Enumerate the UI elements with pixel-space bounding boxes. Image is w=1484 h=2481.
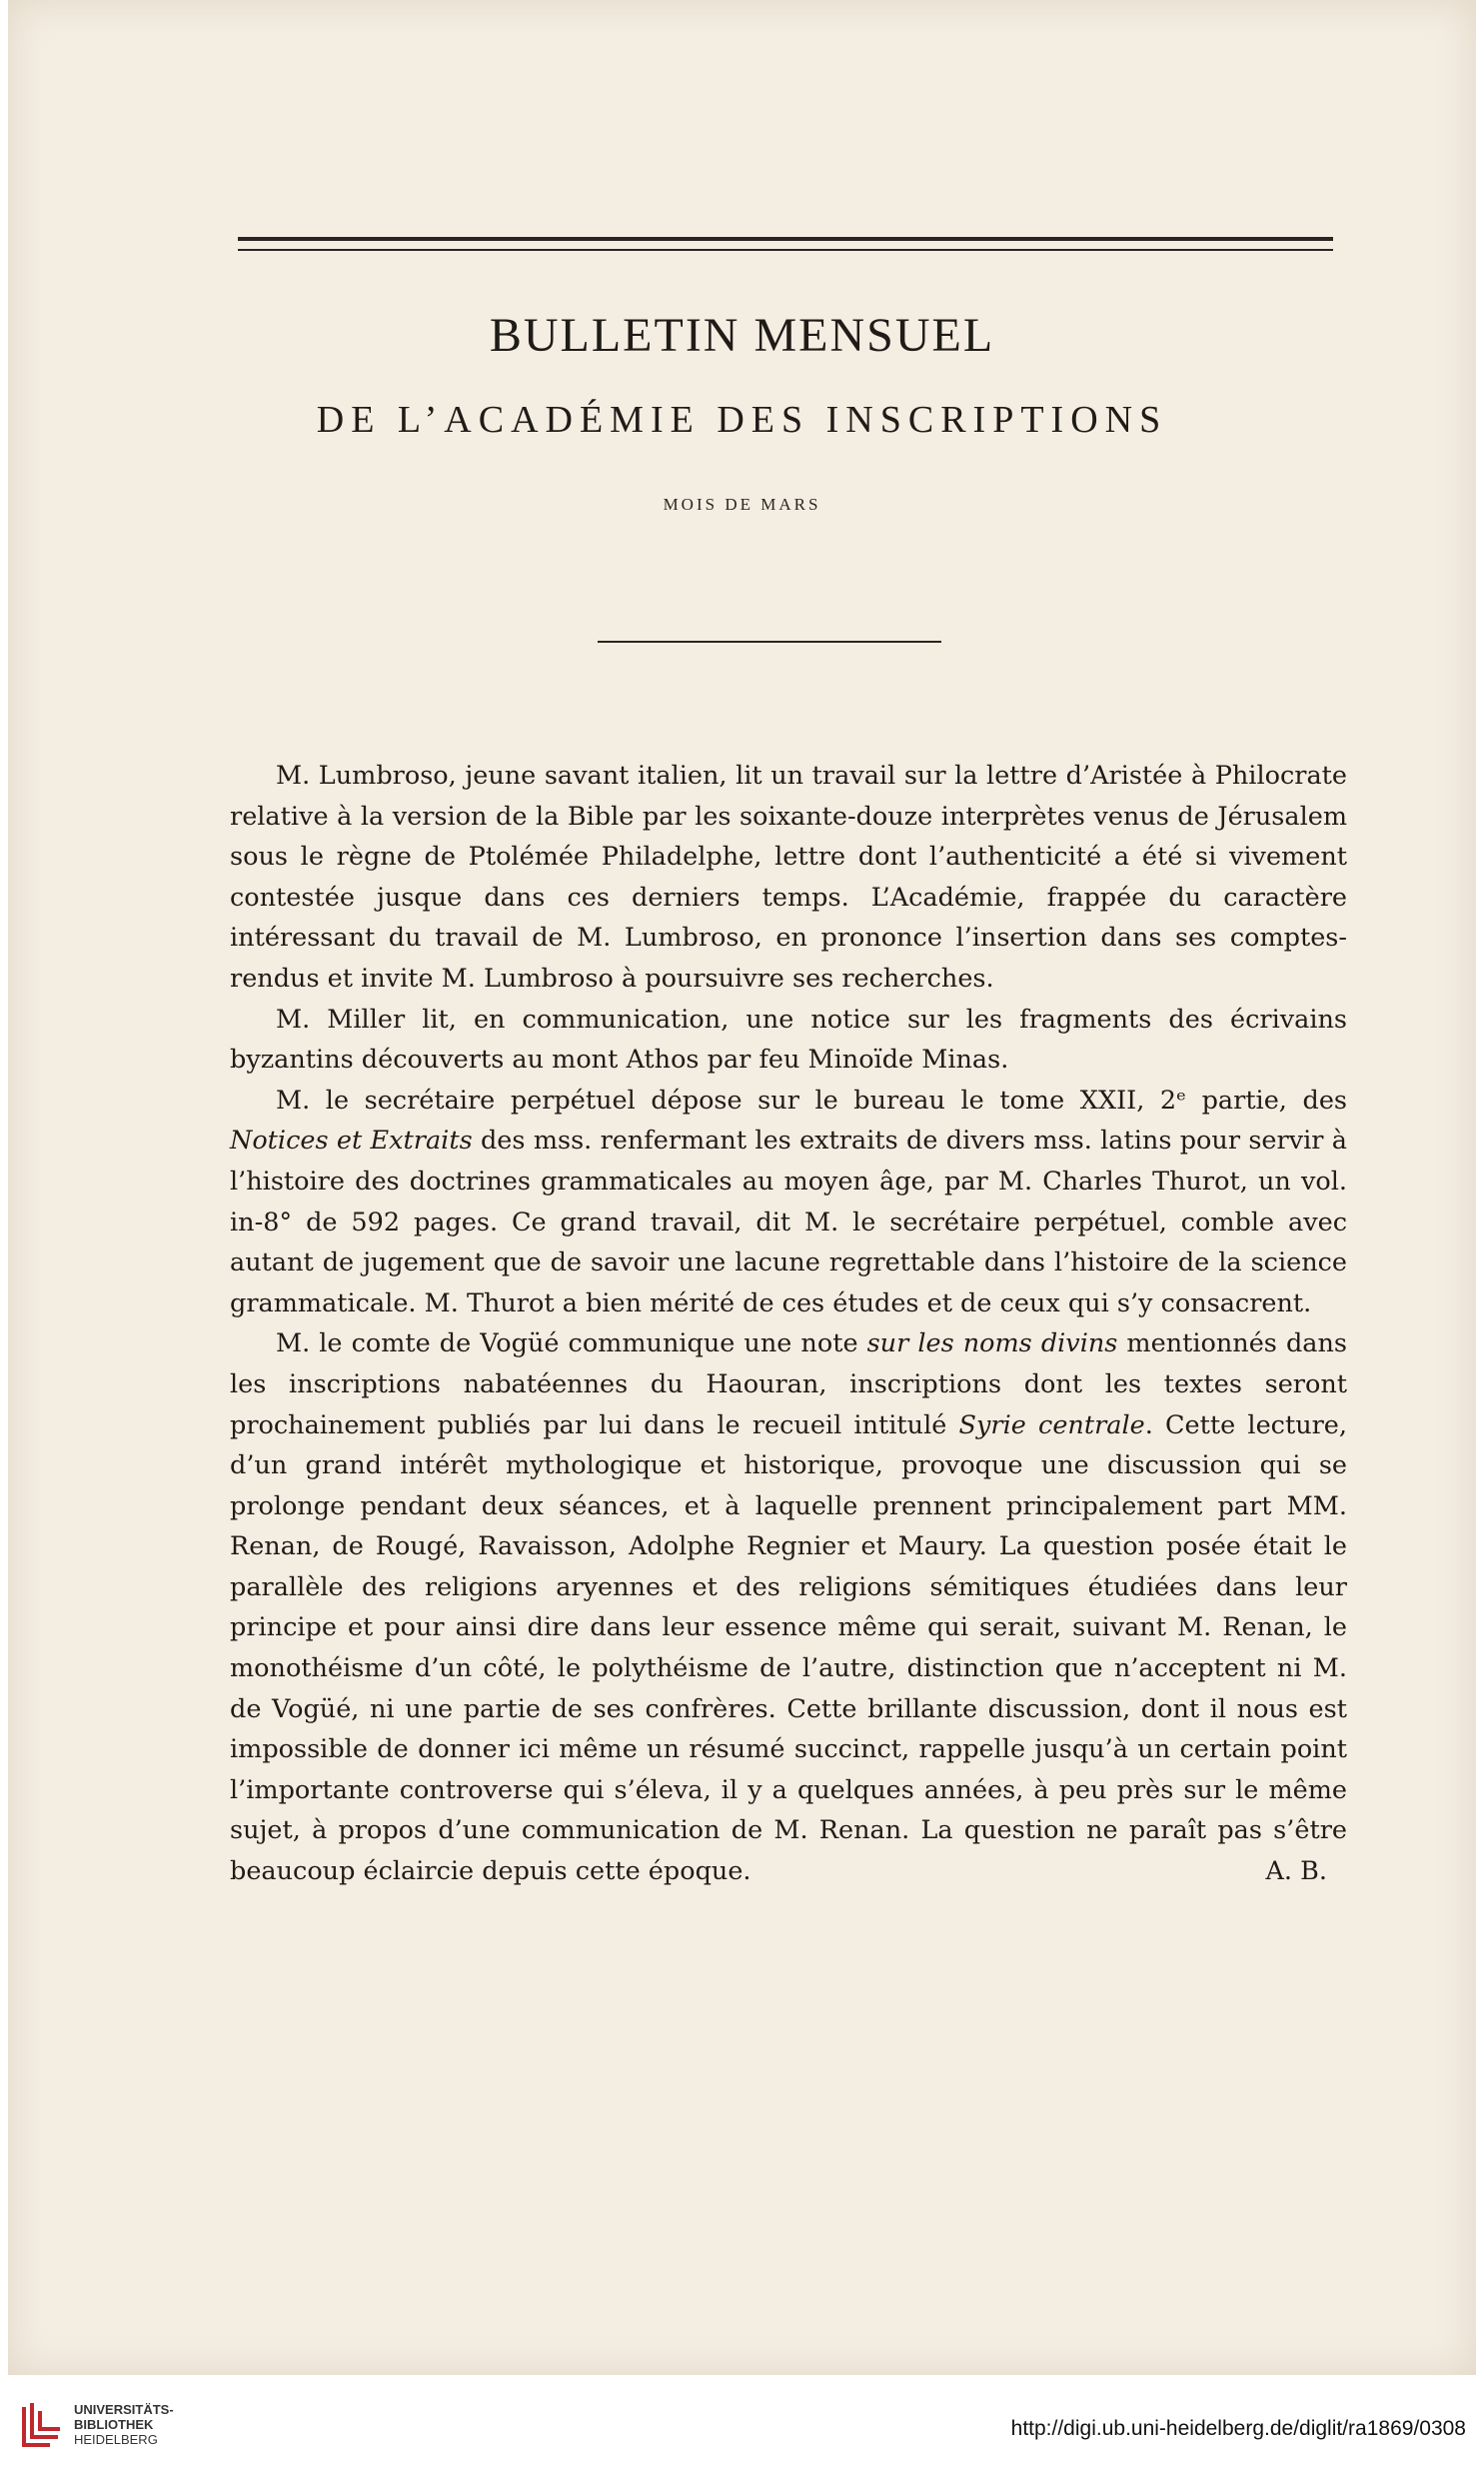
article-body [230, 756, 1347, 1892]
text-run: mentionnés dans les inscriptions nabatéennes du Haouran, inscriptions dont les textes seront prochainement publiés par lui dans le recueil intitulé [230, 1328, 1347, 1440]
logo-line: BIBLIOTHEK [74, 2416, 154, 2432]
italic-syrie-centrale: Syrie centrale [958, 1409, 1145, 1440]
paragraph-secretaire [230, 1081, 1347, 1324]
text-run: des mss. renfermant les extraits de divers mss. latins pour servir à l’histoire des doctrines grammaticales au moyen âge, par M. Charles Thurot, un vol. in-8° de 592 pages. Ce grand travail, dit M. le secrétaire perpétuel, comble avec autant de jugement que de savoir une lacune regrettable dans l’histoire de la science grammaticale. M. Thurot a bien mérité de ces études et de ceux qui s’y consacrent. [230, 1126, 1348, 1318]
header-double-rule [238, 237, 1333, 251]
paragraph-lumbroso: M. Lumbroso, jeune savant italien, lit un travail sur la lettre d’Aristée à Philocrate relative à la version de la Bible par les soixante-douze interprètes venus de Jérusalem sous le règne de Ptolémée Philadelphe, lettre dont l’authenticité a été si vivement contestée jusque dans ces derniers temps. L’Académie, frappée du caractère intéressant du travail de M. Lumbroso, en prononce l’insertion dans ses comptes-rendus et invite M. Lumbroso à poursuivre ses recherches. [230, 761, 1347, 994]
bulletin-title: BULLETIN MENSUEL [489, 309, 995, 362]
italic-noms-divins: sur les noms divins [866, 1328, 1118, 1359]
logo-line: UNIVERSITÄTS- [74, 2401, 174, 2417]
month-label: MOIS DE MARS [663, 495, 821, 514]
text-run: M. le comte de Vogüé communique une note [276, 1328, 867, 1359]
text-run: M. le secrétaire perpétuel dépose sur le bureau le tome XXII, 2ᵉ partie, des [276, 1085, 1347, 1116]
library-logo[interactable] [20, 2399, 174, 2449]
italic-title-notices: Notices et Extraits [230, 1126, 473, 1157]
scanned-page [8, 0, 1476, 2375]
text-run: . Cette lecture, d’un grand intérêt mythologique et historique, provoque une discussion qui se prolonge pendant deux séances, et à laquelle prennent principalement part MM. Renan, de Rougé, Ravaisson, Adolphe Regnier et Maury. La question posée était le parallèle des religions aryennes et des religions sémitiques étudiées dans leur principe et pour ainsi dire dans leur essence même qui serait, suivant M. Renan, le monothéisme d’un côté, le polythéisme de l’autre, distinction que n’acceptent ni M. de Vogüé, ni une partie de ses confrères. Cette brillante discussion, dont il nous est impossible de donner ici même un résumé succinct, rappelle jusqu’à un certain point l’importante controverse qui s’éleva, il y a quelques années, à peu près sur le même sujet, à propos d’une communication de M. Renan. La question ne paraît pas s’être beaucoup éclaircie depuis cette époque. [230, 1409, 1348, 1887]
paragraph-miller: M. Miller lit, en communication, une notice sur les fragments des écrivains byzantins découverts au mont Athos par feu Minoïde Minas. [230, 1004, 1347, 1076]
section-rule [598, 641, 941, 643]
bulletin-subtitle: DE L’ACADÉMIE DES INSCRIPTIONS [316, 399, 1168, 441]
library-logo-text [74, 2402, 174, 2447]
library-logo-icon [20, 2399, 64, 2449]
signature: A. B. [1265, 1856, 1327, 1887]
source-url-link[interactable]: http://digi.ub.uni-heidelberg.de/diglit/ra1869/0308 [1010, 2417, 1466, 2440]
logo-line: HEIDELBERG [74, 2431, 158, 2447]
paragraph-vogue [230, 1323, 1347, 1891]
